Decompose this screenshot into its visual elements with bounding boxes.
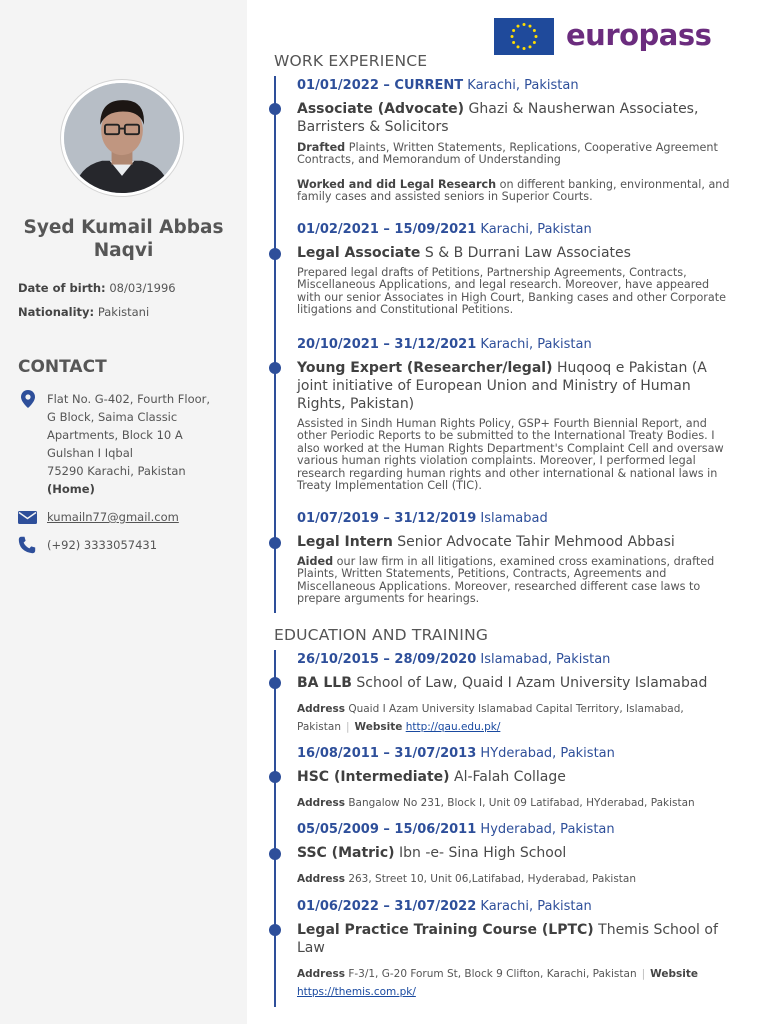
entry-date: 20/10/2021 – 31/12/2021 bbox=[297, 337, 477, 352]
work-entry bbox=[297, 510, 732, 606]
entry-role: Legal Intern bbox=[297, 534, 393, 550]
entry-description: Assisted in Sindh Human Rights Policy, GSP+ Fourth Biennial Report, and other Periodic Reports to be submitted to the International Treaty Bodies. I also worked at the Human Rights Department's Complaint Cell and oversaw various human rights violation complaints. Moreover, I performed legal research regarding human rights and other international & national laws in Treaty Implementation Cell (TIC). bbox=[297, 417, 724, 493]
entry-location: Karachi, Pakistan bbox=[480, 899, 592, 914]
website-label: Website bbox=[650, 968, 698, 980]
education-entry bbox=[297, 821, 732, 888]
work-entry bbox=[297, 336, 732, 492]
entry-degree: SSC (Matric) bbox=[297, 845, 395, 861]
contact-phone bbox=[18, 536, 247, 554]
nationality-value: Pakistani bbox=[97, 305, 150, 319]
entry-title bbox=[297, 244, 732, 262]
entry-location: Hyderabad, Pakistan bbox=[480, 822, 615, 837]
timeline-dot bbox=[269, 362, 281, 374]
entry-date-location bbox=[297, 745, 732, 762]
entry-date-location bbox=[297, 221, 732, 238]
address-line: Apartments, Block 10 A bbox=[47, 428, 183, 442]
eu-star bbox=[533, 29, 536, 32]
entry-org: Senior Advocate Tahir Mehmood Abbasi bbox=[397, 534, 675, 550]
address-label: Address bbox=[297, 703, 345, 715]
timeline-dot bbox=[269, 848, 281, 860]
entry-date: 01/06/2022 – 31/07/2022 bbox=[297, 899, 477, 914]
eu-star bbox=[523, 23, 526, 26]
entry-date-location bbox=[297, 510, 732, 527]
entry-role: Legal Associate bbox=[297, 245, 421, 261]
entry-title bbox=[297, 768, 732, 786]
entry-date: 05/05/2009 – 15/06/2011 bbox=[297, 822, 477, 837]
timeline-dot bbox=[269, 677, 281, 689]
address-label: Address bbox=[297, 968, 345, 980]
timeline-dot bbox=[269, 537, 281, 549]
entry-date-location bbox=[297, 651, 732, 668]
eu-flag-icon bbox=[494, 18, 554, 55]
person-name: Syed Kumail Abbas Naqvi bbox=[23, 217, 224, 261]
entry-title bbox=[297, 674, 732, 692]
envelope-icon bbox=[18, 511, 38, 529]
address-line: Flat No. G-402, Fourth Floor, bbox=[47, 392, 211, 406]
education-entry bbox=[297, 745, 732, 812]
timeline-dot bbox=[269, 924, 281, 936]
separator: | bbox=[641, 968, 646, 980]
entry-degree: HSC (Intermediate) bbox=[297, 769, 450, 785]
dob-label: Date of birth: bbox=[18, 281, 106, 295]
entry-title bbox=[297, 359, 732, 413]
entry-title bbox=[297, 921, 732, 957]
eu-star bbox=[511, 35, 514, 38]
address-label: Address bbox=[297, 797, 345, 809]
entry-description bbox=[297, 556, 732, 606]
entry-degree: BA LLB bbox=[297, 675, 352, 691]
entry-school: School of Law, Quaid I Azam University Islamabad bbox=[356, 675, 708, 691]
phone-number: (+92) 3333057431 bbox=[47, 538, 158, 552]
location-pin-icon bbox=[21, 390, 41, 413]
entry-date-location bbox=[297, 898, 732, 915]
address-value: Bangalow No 231, Block I, Unit 09 Latifabad, HYderabad, Pakistan bbox=[348, 797, 695, 809]
phone-icon bbox=[18, 536, 38, 559]
address-value: F-3/1, G-20 Forum St, Block 9 Clifton, Karachi, Pakistan bbox=[348, 968, 637, 980]
entry-school: Al-Falah Collage bbox=[454, 769, 566, 785]
website-label: Website bbox=[354, 721, 403, 733]
nationality bbox=[18, 305, 149, 319]
entry-degree: Legal Practice Training Course (LPTC) bbox=[297, 922, 594, 938]
separator: | bbox=[345, 721, 350, 733]
education-heading: EDUCATION AND TRAINING bbox=[274, 626, 489, 644]
entry-location: Islamabad bbox=[480, 511, 548, 526]
entry-location: Islamabad, Pakistan bbox=[480, 652, 611, 667]
entry-title bbox=[297, 533, 732, 551]
entry-org: Huqooq e Pakistan (A joint initiative of European Union and Ministry of Human Rights, Pakistan) bbox=[297, 360, 707, 412]
contact-heading: CONTACT bbox=[18, 357, 107, 377]
work-experience-heading: WORK EXPERIENCE bbox=[274, 52, 428, 70]
profile-photo bbox=[61, 80, 183, 196]
entry-location: Karachi, Pakistan bbox=[467, 78, 579, 93]
address-text bbox=[47, 390, 237, 498]
entry-date: 01/01/2022 – CURRENT bbox=[297, 78, 464, 93]
entry-school: Themis School of Law bbox=[297, 922, 718, 956]
eu-star bbox=[517, 25, 520, 28]
eu-star bbox=[523, 47, 526, 50]
address-line: Gulshan I Iqbal bbox=[47, 446, 133, 460]
entry-address bbox=[297, 794, 732, 812]
timeline-dot bbox=[269, 771, 281, 783]
eu-star bbox=[535, 35, 538, 38]
address-value: Quaid I Azam University Islamabad Capital Territory, Islamabad, Pakistan bbox=[297, 703, 684, 733]
eu-star bbox=[533, 41, 536, 44]
eu-star bbox=[512, 41, 515, 44]
education-entry bbox=[297, 651, 732, 736]
entry-org: Ghazi & Nausherwan Associates, Barristers & Solicitors bbox=[297, 101, 699, 135]
date-of-birth bbox=[18, 281, 176, 295]
desc-bold: Worked and did Legal Research bbox=[297, 177, 497, 191]
entry-date: 26/10/2015 – 28/09/2020 bbox=[297, 652, 477, 667]
entry-date-location bbox=[297, 821, 732, 838]
eu-star bbox=[517, 45, 520, 48]
entry-org: S & B Durrani Law Associates bbox=[424, 245, 631, 261]
education-entry bbox=[297, 898, 732, 1001]
entry-date-location bbox=[297, 336, 732, 353]
website-link[interactable]: http://qau.edu.pk/ bbox=[405, 721, 501, 733]
entry-role: Young Expert (Researcher/legal) bbox=[297, 360, 553, 376]
desc-bold: Drafted bbox=[297, 141, 346, 154]
work-entry bbox=[297, 77, 732, 204]
entry-location: HYderabad, Pakistan bbox=[480, 746, 615, 761]
europass-wordmark: europass bbox=[566, 18, 712, 52]
dob-value: 08/03/1996 bbox=[109, 281, 176, 295]
sidebar bbox=[0, 0, 247, 1024]
entry-location: Karachi, Pakistan bbox=[480, 222, 592, 237]
email-link[interactable]: kumailn77@gmail.com bbox=[47, 510, 179, 524]
entry-description bbox=[297, 179, 732, 204]
address-line: 75290 Karachi, Pakistan bbox=[47, 464, 186, 478]
eu-star bbox=[512, 29, 515, 32]
entry-date: 01/02/2021 – 15/09/2021 bbox=[297, 222, 477, 237]
desc-bold: Aided bbox=[297, 555, 334, 568]
entry-date: 01/07/2019 – 31/12/2019 bbox=[297, 511, 477, 526]
entry-address bbox=[297, 965, 732, 1001]
entry-date-location bbox=[297, 77, 732, 94]
education-timeline bbox=[274, 650, 276, 1007]
work-entry bbox=[297, 221, 732, 317]
website-link[interactable]: https://themis.com.pk/ bbox=[297, 986, 416, 998]
entry-description bbox=[297, 142, 732, 167]
nationality-label: Nationality: bbox=[18, 305, 95, 319]
eu-star bbox=[529, 25, 532, 28]
timeline-dot bbox=[269, 248, 281, 260]
entry-location: Karachi, Pakistan bbox=[480, 337, 592, 352]
eu-star bbox=[529, 45, 532, 48]
entry-date: 16/08/2011 – 31/07/2013 bbox=[297, 746, 477, 761]
address-line: G Block, Saima Classic bbox=[47, 410, 178, 424]
entry-address bbox=[297, 700, 732, 736]
timeline-dot bbox=[269, 103, 281, 115]
entry-school: Ibn -e- Sina High School bbox=[399, 845, 567, 861]
work-timeline bbox=[274, 76, 276, 613]
contact-email bbox=[18, 508, 247, 526]
address-value: 263, Street 10, Unit 06,Latifabad, Hyderabad, Pakistan bbox=[348, 873, 637, 885]
address-label: Address bbox=[297, 873, 345, 885]
desc-text: Plaints, Written Statements, Replications, Cooperative Agreement Contracts, and Memorandum of Understanding bbox=[297, 141, 718, 167]
desc-text: our law firm in all litigations, examined cross examinations, drafted Plaints, Written Statements, Petitions, Contracts, Agreements and Miscellaneous Applications. Moreover, researched different case laws to prepare arguments for hearings. bbox=[297, 555, 715, 606]
entry-description: Prepared legal drafts of Petitions, Partnership Agreements, Contracts, Miscellaneous Applications, and legal research. Moreover, have appeared with our senior Associates in High Court, Banking cases and other Corporate litigations and Constitutional Petitions. bbox=[297, 266, 727, 317]
entry-title bbox=[297, 844, 732, 862]
entry-title bbox=[297, 100, 732, 136]
entry-role: Associate (Advocate) bbox=[297, 101, 465, 117]
entry-address bbox=[297, 870, 732, 888]
address-type: (Home) bbox=[47, 482, 95, 496]
desc-text: on different banking, environmental, and family cases and assisted seniors in Superior Courts. bbox=[297, 177, 730, 204]
